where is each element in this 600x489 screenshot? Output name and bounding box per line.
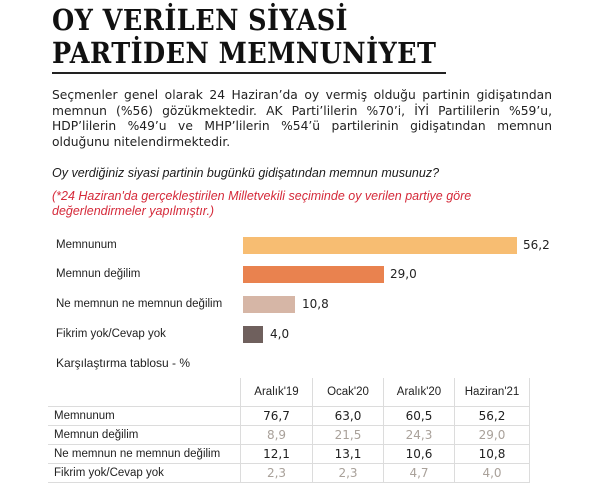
- comparison-table: [48, 378, 530, 483]
- row-label: Fikrim yok/Cevap yok: [48, 464, 241, 483]
- table-cell: 10,6: [384, 445, 455, 464]
- column-header: Aralık'20: [384, 378, 455, 407]
- bar-label: Memnun değilim: [56, 268, 141, 280]
- bar: [243, 237, 517, 254]
- bar-label: Fikrim yok/Cevap yok: [56, 328, 166, 340]
- table-header-row: [48, 378, 530, 407]
- bar: [243, 296, 295, 313]
- comparison-table-title: Karşılaştırma tablosu - %: [56, 356, 191, 370]
- row-label: Memnun değilim: [48, 426, 241, 445]
- title-line-2: PARTİDEN MEMNUNİYET: [52, 36, 437, 70]
- page-title: [52, 3, 437, 70]
- table-cell: 2,3: [241, 464, 313, 483]
- bar-label: Ne memnun ne memnun değilim: [56, 298, 223, 310]
- table-cell: 4,0: [455, 464, 530, 483]
- bar-row: [0, 296, 600, 314]
- table-row: [48, 426, 530, 445]
- table-cell: 21,5: [313, 426, 384, 445]
- table-cell: 56,2: [455, 407, 530, 426]
- table-cell: 12,1: [241, 445, 313, 464]
- table-corner: [48, 378, 241, 407]
- table-cell: 10,8: [455, 445, 530, 464]
- table-row: [48, 407, 530, 426]
- bar: [243, 326, 263, 343]
- table-cell: 24,3: [384, 426, 455, 445]
- survey-note: (*24 Haziran'da gerçekleştirilen Milletvekili seçiminde oy verilen partiye göre değerlendirmeler yapılmıştır.): [52, 189, 472, 218]
- row-label: Memnunum: [48, 407, 241, 426]
- bar-value: 29,0: [390, 267, 417, 281]
- table-row: [48, 464, 530, 483]
- bar-row: [0, 266, 600, 284]
- table-cell: 13,1: [313, 445, 384, 464]
- bar-value: 4,0: [270, 327, 290, 341]
- column-header: Aralık'19: [241, 378, 313, 407]
- table-cell: 8,9: [241, 426, 313, 445]
- title-line-1: OY VERİLEN SİYASİ: [52, 3, 348, 37]
- bar-row: [0, 326, 600, 344]
- table-cell: 29,0: [455, 426, 530, 445]
- table-cell: 60,5: [384, 407, 455, 426]
- survey-question: Oy verdiğiniz siyasi partinin bugünkü gidişatından memnun musunuz?: [52, 166, 440, 180]
- row-label: Ne memnun ne memnun değilim: [48, 445, 241, 464]
- bar: [243, 266, 384, 283]
- column-header: Ocak'20: [313, 378, 384, 407]
- bar-label: Memnunum: [56, 239, 117, 251]
- bar-row: [0, 237, 600, 255]
- title-underline: [52, 72, 446, 74]
- table-row: [48, 445, 530, 464]
- table-cell: 4,7: [384, 464, 455, 483]
- table-cell: 63,0: [313, 407, 384, 426]
- bar-value: 56,2: [523, 238, 550, 252]
- table-cell: 2,3: [313, 464, 384, 483]
- intro-paragraph: Seçmenler genel olarak 24 Haziran’da oy vermiş olduğu partinin gidişatından memnun (%56) gözükmektedir. AK Parti’lilerin %70’i, İYİ Partililerin %59’u, HDP’lilerin %49’u ve MHP’lilerin %54’ü partilerinin gidişatından memnun olduğunu nitelendirmektedir.: [52, 88, 552, 149]
- bar-value: 10,8: [302, 297, 329, 311]
- table-cell: 76,7: [241, 407, 313, 426]
- column-header: Haziran'21: [455, 378, 530, 407]
